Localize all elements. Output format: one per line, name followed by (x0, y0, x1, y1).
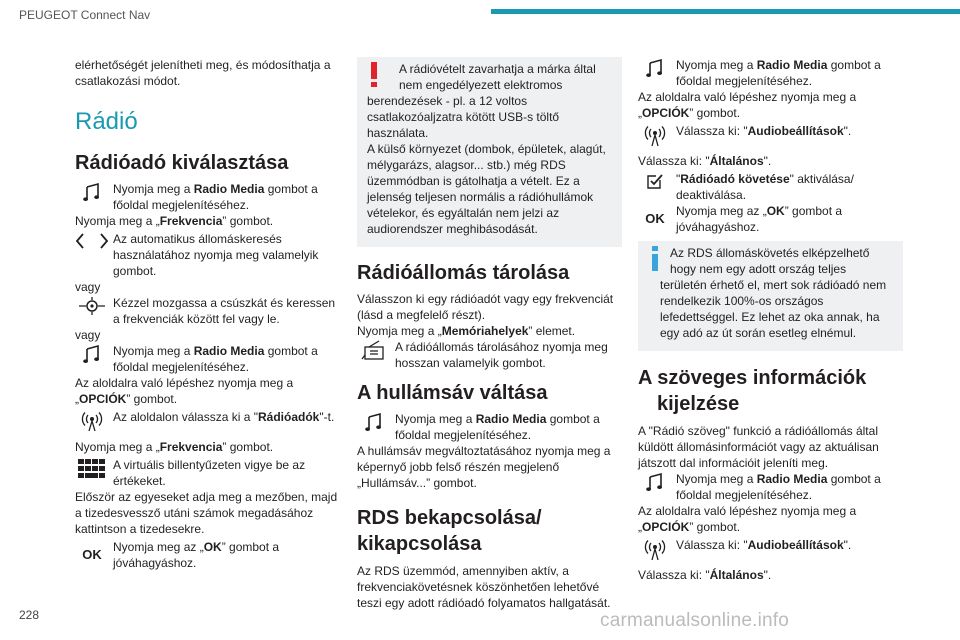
intro-text: elérhetőségét jelenítheti meg, és módosíthatja a csatlakozási módot. (75, 58, 331, 88)
line-options-4: Az aloldalra való lépéshez nyomja meg a „OPCIÓK” gombot. (638, 504, 857, 534)
warning-note: A rádióvételt zavarhatja a márka által nem engedélyezett elektromos berendezések - pl. a 12 voltos csatlakozóaljzatra kötött USB-s töltő használata. A külső környezet (dombok, épületek, alagút, mélygarázs, alagsor... stb.) még RDS üzemmódban is gátolhatja a vételt. Ez a jelenség teljesen normális a rádióhullámok vételekor, és egyáltalán nem jelzi az audiorendszer meghibásodását. (357, 57, 622, 247)
header-title: PEUGEOT Connect Nav (19, 8, 151, 22)
radio-signal-icon (75, 410, 109, 438)
band-text: A hullámsáv megváltoztatásához nyomja meg a képernyő jobb felső részén megjelenő „Hullámsáv...” gombot. (357, 444, 611, 490)
step-store-long-press: A rádióállomás tárolásához nyomja meg hosszan valamelyik gombot. (357, 339, 622, 371)
music-note-icon (638, 58, 672, 86)
info-icon (651, 246, 659, 276)
music-note-icon (75, 182, 109, 210)
heading-band-switch: A hullámsáv váltása (357, 382, 548, 404)
step-keyboard: A virtuális billentyűzeten vigye be az értékeket. (75, 457, 340, 489)
radio-memory-icon (357, 340, 391, 368)
audio-settings-icon (638, 538, 672, 566)
store-text: Válasszon ki egy rádióadót vagy egy frekvenciát (lásd a megfelelő részt). (357, 292, 614, 322)
info-note: Az RDS állomáskövetés elképzelhető hogy nem egy adott ország teljes területén érhető el, mert sok rádióadó nem rendelkezik 100%-os országos lefedettséggel. Ez lehet az oka annak, ha egy adó az út során esetleg elnémul. (638, 241, 903, 351)
music-note-icon (75, 344, 109, 372)
step-ok: OK Nyomja meg az „OK” gombot a jóváhagyáshoz. (75, 539, 340, 571)
section-title: Rádió (75, 108, 138, 135)
step-radio-media-4: Nyomja meg a Radio Media gombot a főoldal megjelenítéséhez. (638, 471, 903, 503)
step-select-stations: Az aloldalon válassza ki a "Rádióadók"-t. (75, 409, 340, 439)
chevron-left-right-icon (75, 232, 109, 260)
or-text-2: vagy (75, 328, 101, 342)
step-auto-search: Az automatikus állomáskeresés használatához nyomja meg valamelyik gombot. (75, 231, 340, 279)
step-radio-media: Nyomja meg a Radio Media gombot a főoldal megjelenítéséhez. (75, 181, 340, 213)
step-radio-media-2: Nyomja meg a Radio Media gombot a főoldal megjelenítéséhez. (75, 343, 340, 375)
music-note-icon (638, 472, 672, 500)
step-audio-settings-2: Válassza ki: "Audiobeállítások". (638, 537, 903, 567)
column-1 (75, 57, 340, 571)
line-frekvencia-2: Nyomja meg a „Frekvencia” gombot. (75, 440, 274, 454)
line-options: Az aloldalra való lépéshez nyomja meg a „OPCIÓK” gombot. (75, 376, 294, 406)
header-accent-bar (491, 9, 960, 14)
ok-icon: OK (645, 211, 665, 226)
line-general: Válassza ki: "Általános". (638, 154, 772, 168)
column-3 (638, 57, 903, 583)
warning-exclamation-icon (370, 62, 378, 92)
crosshair-icon (75, 296, 109, 324)
watermark: carmanualsonline.info (600, 610, 790, 631)
heading-text-info: A szöveges információk kijelzése (638, 367, 867, 415)
text-info-paragraph: A "Rádió szöveg" funkció a rádióállomás által küldött állomásinformációt vagy az aktuálisan játszott dal információit jeleníti meg. (638, 424, 879, 470)
rds-text: Az RDS üzemmód, amennyiben aktív, a frekvenciakövetésnek köszönhetően lehetővé teszi egy adott rádióadó folyamatos hallgatását. (357, 564, 611, 610)
column-2 (357, 57, 622, 611)
line-keyboard-instructions: Először az egyeseket adja meg a mezőben, majd a tizedesvessző utáni számok megadásához kattintson a tizedesekre. (75, 490, 338, 536)
checkbox-icon (638, 172, 672, 200)
step-audio-settings: Válassza ki: "Audiobeállítások". (638, 123, 903, 153)
step-manual-slider: Kézzel mozgassa a csúszkát és keressen a frekvenciák között fel vagy le. (75, 295, 340, 327)
keyboard-icon (75, 458, 109, 486)
step-radio-media-3: Nyomja meg a Radio Media gombot a főoldal megjelenítéséhez. (638, 57, 903, 89)
heading-rds: RDS bekapcsolása/ kikapcsolása (357, 507, 542, 555)
or-text-1: vagy (75, 280, 101, 294)
ok-icon: OK (82, 547, 102, 562)
line-general-2: Válassza ki: "Általános". (638, 568, 772, 582)
heading-station-select: Rádióadó kiválasztása (75, 152, 289, 174)
store-line: Nyomja meg a „Memóriahelyek” elemet. (357, 324, 576, 338)
line-frekvencia: Nyomja meg a „Frekvencia” gombot. (75, 214, 274, 228)
music-note-icon (357, 412, 391, 440)
audio-settings-icon (638, 124, 672, 152)
page-number: 228 (19, 608, 40, 622)
step-band-radio-media: Nyomja meg a Radio Media gombot a főoldal megjelenítéséhez. (357, 411, 622, 443)
line-options-3: Az aloldalra való lépéshez nyomja meg a „OPCIÓK” gombot. (638, 90, 857, 120)
step-station-follow: "Rádióadó követése" aktiválása/ deaktiválása. (638, 171, 903, 203)
heading-store-station: Rádióállomás tárolása (357, 262, 570, 284)
step-ok-3: OK Nyomja meg az „OK” gombot a jóváhagyáshoz. (638, 203, 903, 235)
